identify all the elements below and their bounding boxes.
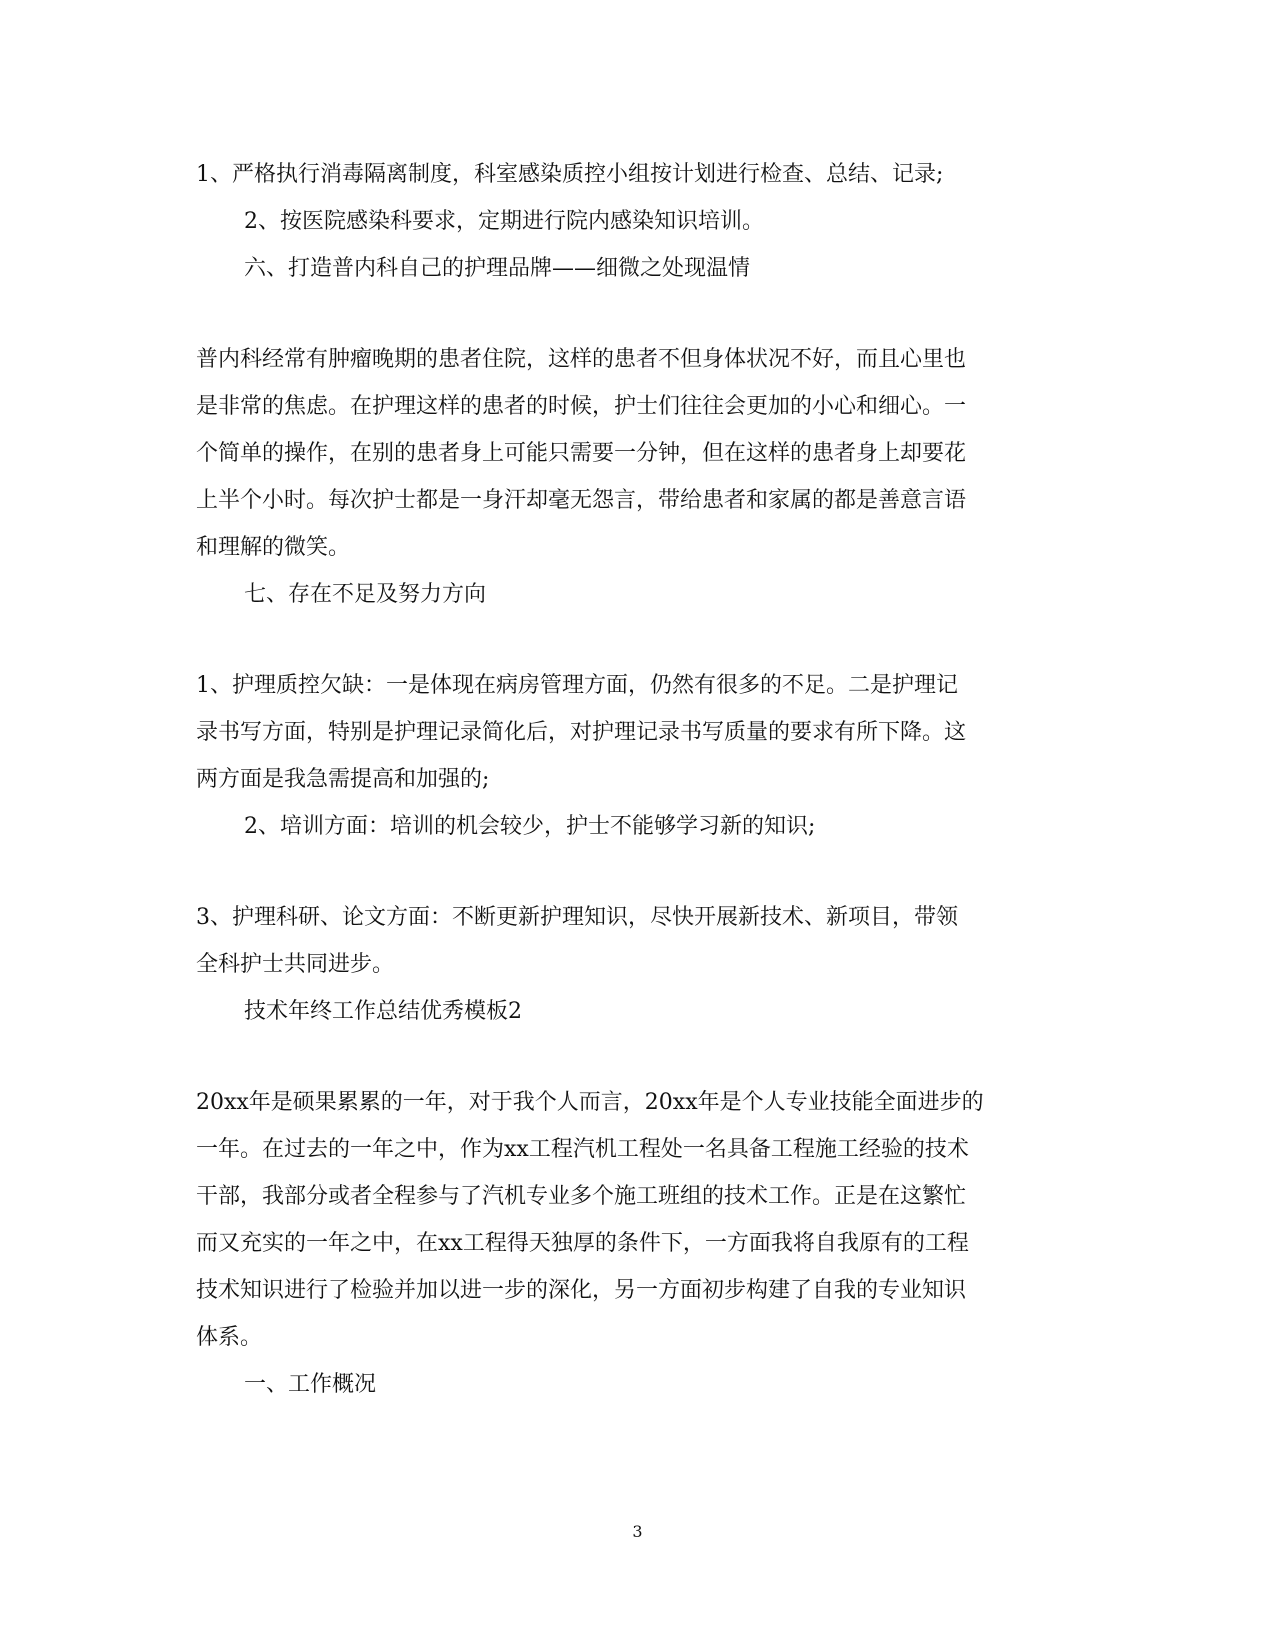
text-line-8: 和理解的微笑。 — [196, 535, 351, 560]
text-line-15: 全科护士共同进步。 — [196, 952, 395, 977]
text-line-20: 而又充实的一年之中，在xx工程得天独厚的条件下，一方面我将自我原有的工程 — [196, 1231, 969, 1256]
text-line-1: 1、严格执行消毒隔离制度，科室感染质控小组按计划进行检查、总结、记录; — [196, 162, 944, 187]
template-title: 技术年终工作总结优秀模板2 — [244, 999, 522, 1024]
page-number: 3 — [632, 1522, 643, 1541]
section-heading-1: 一、工作概况 — [244, 1372, 377, 1397]
text-line-11: 录书写方面，特别是护理记录简化后，对护理记录书写质量的要求有所下降。这 — [196, 720, 967, 745]
text-line-13: 2、培训方面：培训的机会较少，护士不能够学习新的知识; — [244, 814, 816, 839]
text-line-12: 两方面是我急需提高和加强的; — [196, 767, 490, 792]
text-line-2: 2、按医院感染科要求，定期进行院内感染知识培训。 — [244, 209, 764, 234]
text-line-22: 体系。 — [196, 1325, 263, 1350]
text-line-17: 20xx年是硕果累累的一年，对于我个人而言，20xx年是个人专业技能全面进步的 — [196, 1090, 984, 1115]
text-line-21: 技术知识进行了检验并加以进一步的深化，另一方面初步构建了自我的专业知识 — [196, 1278, 967, 1303]
text-line-7: 上半个小时。每次护士都是一身汗却毫无怨言，带给患者和家属的都是善意言语 — [196, 488, 967, 513]
text-line-10: 1、护理质控欠缺：一是体现在病房管理方面，仍然有很多的不足。二是护理记 — [196, 673, 958, 698]
text-line-4: 普内科经常有肿瘤晚期的患者住院，这样的患者不但身体状况不好，而且心里也 — [196, 347, 967, 372]
section-heading-7: 七、存在不足及努力方向 — [244, 582, 487, 607]
text-line-14: 3、护理科研、论文方面：不断更新护理知识，尽快开展新技术、新项目，带领 — [196, 905, 958, 930]
text-line-19: 干部，我部分或者全程参与了汽机专业多个施工班组的技术工作。正是在这繁忙 — [196, 1184, 967, 1209]
text-line-18: 一年。在过去的一年之中，作为xx工程汽机工程处一名具备工程施工经验的技术 — [196, 1137, 969, 1162]
text-line-5: 是非常的焦虑。在护理这样的患者的时候，护士们往往会更加的小心和细心。一 — [196, 394, 967, 419]
text-line-6: 个简单的操作，在别的患者身上可能只需要一分钟，但在这样的患者身上却要花 — [196, 441, 967, 466]
section-heading-6: 六、打造普内科自己的护理品牌——细微之处现温情 — [244, 256, 751, 281]
